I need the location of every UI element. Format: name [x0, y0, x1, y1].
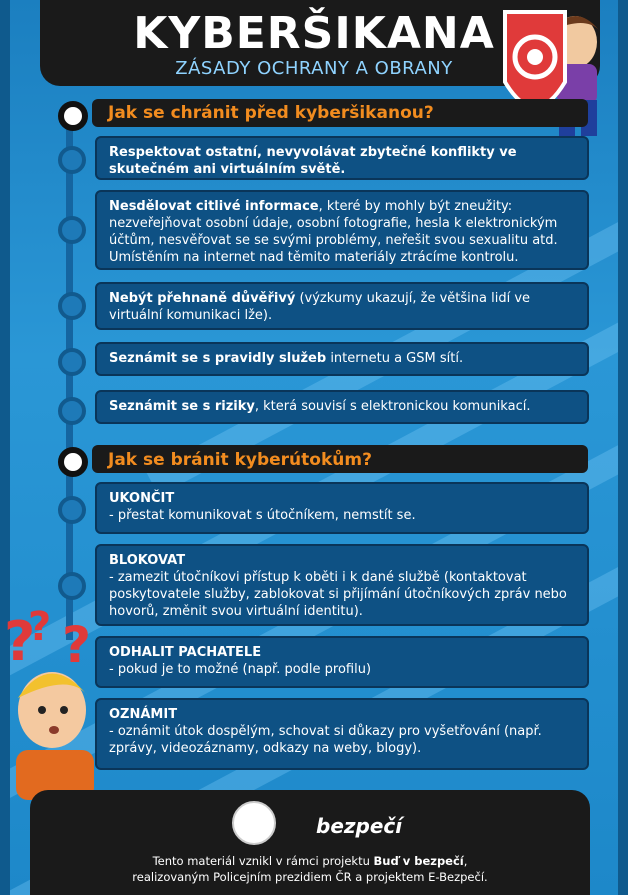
card-bold-text: Seznámit se s riziky: [109, 399, 255, 414]
logo-text: bezpečí: [316, 814, 403, 838]
footer-line1-pre: Tento materiál vznikl v rámci projektu: [152, 854, 374, 868]
section-title-protect: Jak se chránit před kyberšikanou?: [108, 103, 434, 123]
card-text: , které by mohly být zneužity: nezveřejňovat osobní údaje, osobní fotografie, hesla k elektronickým účtům, nesvěřovat se se svými problémy, neřešit svou sexualitu atd. Umístěním na internet nad těmito materiály ztrácíme kontrolu.: [109, 199, 558, 265]
card-bold-text: Respektovat ostatní, nevyvolávat zbytečné konflikty ve skutečném ani virtuálním světě.: [109, 145, 517, 177]
page-subtitle: ZÁSADY OCHRANY A OBRANY: [175, 58, 453, 79]
timeline-node: [58, 348, 86, 376]
card-text: - přestat komunikovat s útočníkem, nemstít se.: [109, 508, 416, 523]
card-bold-text: Nebýt přehnaně důvěřivý: [109, 291, 296, 306]
card-heading: UKONČIT: [109, 491, 175, 506]
card-text: (výzkumy ukazují, že většina lidí ve virtuální komunikaci lže).: [109, 291, 531, 323]
shield-character-illustration: [495, 2, 623, 152]
section-title-defend: Jak se bránit kyberútokům?: [108, 450, 372, 470]
timeline-node: [58, 572, 86, 600]
svg-text:?: ?: [4, 610, 36, 673]
timeline-node: [58, 146, 86, 174]
e-bezpeci-logo: [316, 814, 402, 838]
card-heading: ODHALIT PACHATELE: [109, 645, 262, 660]
footer-text: [30, 853, 590, 885]
timeline-node: [58, 397, 86, 425]
card-text: - pokud je to možné (např. podle profilu): [109, 662, 372, 677]
svg-text:?: ?: [28, 604, 52, 650]
footer-line1-post: ,: [463, 854, 468, 868]
action-card-report: [95, 698, 589, 770]
info-card-trust: [95, 282, 589, 330]
timeline-node: [58, 496, 86, 524]
page-title: KYBERŠIKANA: [133, 8, 495, 59]
confused-boy-illustration: [0, 600, 110, 800]
card-text: - zamezit útočníkovi přístup k oběti i k dané službě (kontaktovat poskytovatele služby, zablokovat si přijímání útočníkových zpráv nebo hovorů, změnit svou virtuální identitu).: [109, 570, 567, 619]
police-seal-logo: [232, 801, 276, 845]
action-card-block: [95, 544, 589, 626]
svg-text:?: ?: [62, 616, 92, 674]
card-text: internetu a GSM sítí.: [326, 351, 464, 366]
card-text: - oznámit útok dospělým, schovat si důkazy pro vyšetřování (např. zprávy, videozáznamy, odkazy na weby, blogy).: [109, 724, 542, 756]
timeline-node-section: [58, 101, 88, 131]
card-heading: BLOKOVAT: [109, 553, 186, 568]
card-heading: OZNÁMIT: [109, 707, 178, 722]
timeline-node: [58, 292, 86, 320]
card-bold-text: Seznámit se s pravidly služeb: [109, 351, 327, 366]
info-card-risks: [95, 390, 589, 424]
card-text: , která souvisí s elektronickou komunikací.: [254, 399, 531, 414]
info-card-respect: [95, 136, 589, 180]
info-card-rules: [95, 342, 589, 376]
card-bold-text: Nesdělovat citlivé informace: [109, 199, 319, 214]
footer-line2: realizovaným Policejním prezidiem ČR a projektem E-Bezpečí.: [132, 870, 488, 884]
action-card-identify: [95, 636, 589, 688]
footer-project-name: Buď v bezpečí: [373, 854, 464, 868]
info-card-sensitive-info: [95, 190, 589, 270]
timeline-node: [58, 216, 86, 244]
timeline-node-section: [58, 447, 88, 477]
action-card-end: [95, 482, 589, 534]
